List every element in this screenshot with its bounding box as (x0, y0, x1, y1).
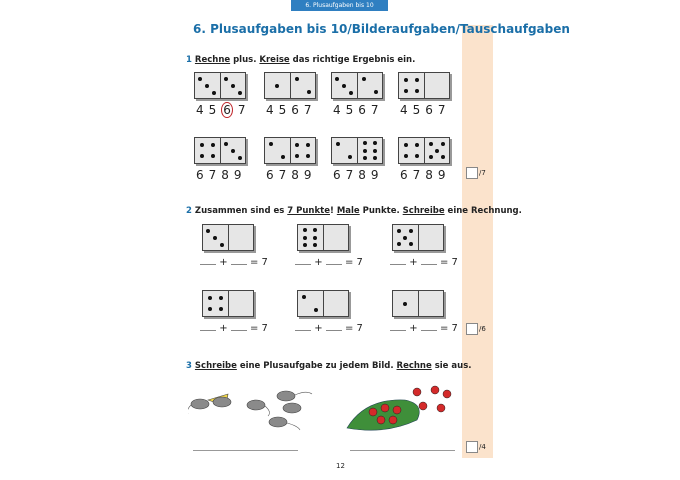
domino-right-half (425, 73, 450, 98)
domino-left-half (399, 138, 425, 163)
equals-sign: = (344, 323, 354, 334)
dot (307, 90, 311, 94)
addend-blank[interactable] (231, 330, 247, 331)
domino-left-half (265, 73, 291, 98)
dot (441, 155, 445, 159)
domino (202, 224, 254, 251)
score-total: /6 (479, 325, 486, 333)
dot (200, 143, 204, 147)
dot (415, 143, 419, 147)
domino-left-half (195, 73, 221, 98)
domino-left-half (203, 225, 229, 250)
equals-sign: = (439, 323, 449, 334)
answer-option[interactable]: 6 (223, 103, 231, 117)
instruction-text: plus. (230, 55, 260, 65)
dot (224, 77, 228, 81)
addend-blank[interactable] (390, 264, 406, 265)
page-number: 12 (336, 462, 345, 470)
dot (415, 154, 419, 158)
score-sidebar (462, 25, 493, 458)
instruction-text: Schreibe (194, 361, 237, 371)
dot (295, 143, 299, 147)
domino (392, 290, 444, 317)
domino-right-half[interactable] (229, 291, 254, 316)
dot (200, 154, 204, 158)
dot (275, 84, 279, 88)
domino (202, 290, 254, 317)
addend-blank[interactable] (295, 264, 311, 265)
mice-picture (188, 380, 318, 435)
answer-option[interactable]: 6 (358, 103, 371, 117)
domino-right-half (291, 138, 316, 163)
dot (302, 295, 306, 299)
dot (363, 141, 367, 145)
addend-blank[interactable] (200, 264, 216, 265)
instruction-text: Rechne (194, 55, 231, 65)
answer-option[interactable]: 6 (291, 103, 304, 117)
domino-right-half[interactable] (229, 225, 254, 250)
answer-option[interactable]: 5 (208, 103, 222, 117)
dot (336, 142, 340, 146)
domino-right-half[interactable] (324, 291, 349, 316)
plus-sign: + (409, 323, 418, 334)
instruction-text: 7 Punkte (287, 206, 330, 216)
dot (295, 77, 299, 81)
answer-options (266, 103, 317, 117)
instruction-text: Male (336, 206, 360, 216)
sum-value: 7 (451, 323, 458, 334)
equals-sign: = (249, 323, 259, 334)
plus-sign: + (314, 323, 323, 334)
addend-blank[interactable] (326, 264, 342, 265)
header-tab: 6. Plusaufgaben bis 10 (291, 0, 388, 11)
task2-heading (186, 206, 522, 216)
equation (200, 323, 268, 334)
answer-option[interactable]: 8 (291, 168, 304, 182)
dot (212, 91, 216, 95)
domino-right-half (291, 73, 316, 98)
addend-blank[interactable] (421, 264, 437, 265)
answer-option[interactable]: 5 (278, 103, 292, 117)
equation (390, 323, 458, 334)
dot (238, 91, 242, 95)
domino-left-half (393, 291, 419, 316)
dot (208, 296, 212, 300)
equation (295, 323, 363, 334)
dot (373, 156, 377, 160)
dot (441, 142, 445, 146)
ladybugs-picture (345, 380, 465, 435)
dot (205, 84, 209, 88)
dot (415, 89, 419, 93)
equation (390, 257, 458, 268)
equals-sign: = (439, 257, 449, 268)
equation (200, 257, 268, 268)
equation (295, 257, 363, 268)
domino (398, 137, 450, 164)
instruction-text: eine Plusaufgabe zu jedem Bild. (236, 361, 397, 371)
domino (194, 137, 246, 164)
answer-option[interactable]: 5 (412, 103, 426, 117)
instruction-text: das richtige Ergebnis ein. (289, 55, 416, 65)
answer-option[interactable]: 7 (278, 168, 292, 182)
domino (331, 137, 383, 164)
dot (404, 143, 408, 147)
score-box[interactable] (466, 323, 478, 335)
domino-right-half[interactable] (419, 225, 444, 250)
addend-blank[interactable] (231, 264, 247, 265)
answer-option[interactable]: 5 (345, 103, 359, 117)
task-number: 3 (186, 361, 192, 371)
answer-options (400, 168, 451, 182)
dot (219, 296, 223, 300)
task1-score (466, 167, 486, 179)
dot (403, 236, 407, 240)
domino (264, 137, 316, 164)
dot (348, 155, 352, 159)
domino-right-half[interactable] (419, 291, 444, 316)
answer-option[interactable]: 6 (333, 168, 346, 182)
dot (429, 142, 433, 146)
domino (194, 72, 246, 99)
answer-option[interactable]: 6 (400, 168, 413, 182)
domino-left-half (298, 291, 324, 316)
domino-right-half (358, 73, 383, 98)
addend-blank[interactable] (326, 330, 342, 331)
answer-option[interactable]: 7 (208, 168, 222, 182)
answer-options (196, 168, 247, 182)
dot (303, 236, 307, 240)
addend-blank[interactable] (421, 330, 437, 331)
answer-options (333, 103, 384, 117)
answer-option[interactable]: 8 (358, 168, 371, 182)
dot (313, 228, 317, 232)
dot (435, 149, 439, 153)
answer-option[interactable]: 4 (196, 103, 209, 117)
task3-heading (186, 361, 471, 371)
answer-option[interactable]: 6 (196, 168, 209, 182)
domino (264, 72, 316, 99)
score-box[interactable] (466, 441, 478, 453)
plus-sign: + (219, 323, 228, 334)
instruction-text: Zusammen sind es (194, 206, 288, 216)
dot (373, 149, 377, 153)
domino-left-half (332, 73, 358, 98)
sum-value: 7 (261, 257, 268, 268)
domino-right-half[interactable] (324, 225, 349, 250)
dot (211, 143, 215, 147)
answer-option[interactable]: 9 (370, 168, 384, 182)
score-total: /7 (479, 169, 486, 177)
domino-right-half (221, 73, 246, 98)
answer-option[interactable]: 4 (333, 103, 346, 117)
task-number: 1 (186, 55, 192, 65)
answer-option[interactable]: 6 (266, 168, 279, 182)
instruction-text: sie aus. (431, 361, 472, 371)
dot (269, 142, 273, 146)
answer-line[interactable] (193, 450, 298, 451)
dot (238, 156, 242, 160)
answer-option[interactable]: 7 (370, 103, 384, 117)
dot (313, 243, 317, 247)
dot (303, 243, 307, 247)
answer-option[interactable]: 8 (425, 168, 438, 182)
answer-options (266, 168, 317, 182)
equals-sign: = (249, 257, 259, 268)
dot (295, 154, 299, 158)
addend-blank[interactable] (390, 330, 406, 331)
task-number: 2 (186, 206, 192, 216)
dot (281, 155, 285, 159)
dot (374, 90, 378, 94)
answer-option[interactable]: 9 (437, 168, 451, 182)
page-title: 6. Plusaufgaben bis 10/Bilderaufgaben/Tauschaufgaben (193, 22, 570, 36)
dot (213, 236, 217, 240)
domino (392, 224, 444, 251)
answer-option[interactable]: 8 (221, 168, 234, 182)
domino-left-half (332, 138, 358, 163)
dot (231, 149, 235, 153)
dot (397, 229, 401, 233)
instruction-text: eine Rechnung. (444, 206, 522, 216)
task2-score (466, 323, 486, 335)
sum-value: 7 (356, 257, 363, 268)
plus-sign: + (219, 257, 228, 268)
dot (397, 242, 401, 246)
dot (306, 154, 310, 158)
dot (404, 154, 408, 158)
instruction-text: Punkte. (359, 206, 403, 216)
dot (231, 84, 235, 88)
dot (314, 308, 318, 312)
answer-options (196, 103, 251, 117)
sum-value: 7 (451, 257, 458, 268)
dot (219, 307, 223, 311)
domino-right-half (425, 138, 450, 163)
answer-option[interactable]: 4 (400, 103, 413, 117)
answer-option[interactable]: 6 (425, 103, 438, 117)
domino-left-half (195, 138, 221, 163)
dot (211, 154, 215, 158)
instruction-text: Kreise (259, 55, 290, 65)
sum-value: 7 (356, 323, 363, 334)
score-box[interactable] (466, 167, 478, 179)
answer-option[interactable]: 9 (303, 168, 317, 182)
answer-option[interactable]: 4 (266, 103, 279, 117)
score-total: /4 (479, 443, 486, 451)
task3-score (466, 441, 486, 453)
answer-options (333, 168, 384, 182)
domino-left-half (203, 291, 229, 316)
dot (349, 91, 353, 95)
plus-sign: + (409, 257, 418, 268)
dot (363, 156, 367, 160)
dot (363, 149, 367, 153)
dot (224, 142, 228, 146)
dot (404, 89, 408, 93)
answer-option[interactable]: 7 (345, 168, 359, 182)
task1-heading (186, 55, 415, 65)
sum-value: 7 (261, 323, 268, 334)
dot (403, 302, 407, 306)
domino (297, 224, 349, 251)
dot (198, 77, 202, 81)
answer-option[interactable]: 7 (237, 103, 251, 117)
dot (342, 84, 346, 88)
plus-sign: + (314, 257, 323, 268)
dot (208, 307, 212, 311)
dot (313, 236, 317, 240)
domino-left-half (298, 225, 324, 250)
dot (306, 143, 310, 147)
dot (206, 229, 210, 233)
dot (335, 77, 339, 81)
addend-blank[interactable] (200, 330, 216, 331)
domino-right-half (358, 138, 383, 163)
answer-option[interactable]: 7 (412, 168, 426, 182)
instruction-text: Rechne (396, 361, 432, 371)
answer-line[interactable] (350, 450, 455, 451)
dot (404, 78, 408, 82)
domino-left-half (265, 138, 291, 163)
domino (297, 290, 349, 317)
answer-option[interactable]: 9 (233, 168, 247, 182)
answer-options (400, 103, 451, 117)
domino (398, 72, 450, 99)
domino-right-half (221, 138, 246, 163)
instruction-text: ! (329, 206, 337, 216)
dot (415, 78, 419, 82)
equals-sign: = (344, 257, 354, 268)
dot (429, 155, 433, 159)
dot (362, 77, 366, 81)
dot (373, 141, 377, 145)
dot (220, 243, 224, 247)
instruction-text: Schreibe (402, 206, 445, 216)
dot (409, 229, 413, 233)
addend-blank[interactable] (295, 330, 311, 331)
domino-left-half (399, 73, 425, 98)
domino (331, 72, 383, 99)
answer-option[interactable]: 7 (437, 103, 451, 117)
dot (303, 228, 307, 232)
dot (409, 242, 413, 246)
domino-left-half (393, 225, 419, 250)
answer-option[interactable]: 7 (303, 103, 317, 117)
